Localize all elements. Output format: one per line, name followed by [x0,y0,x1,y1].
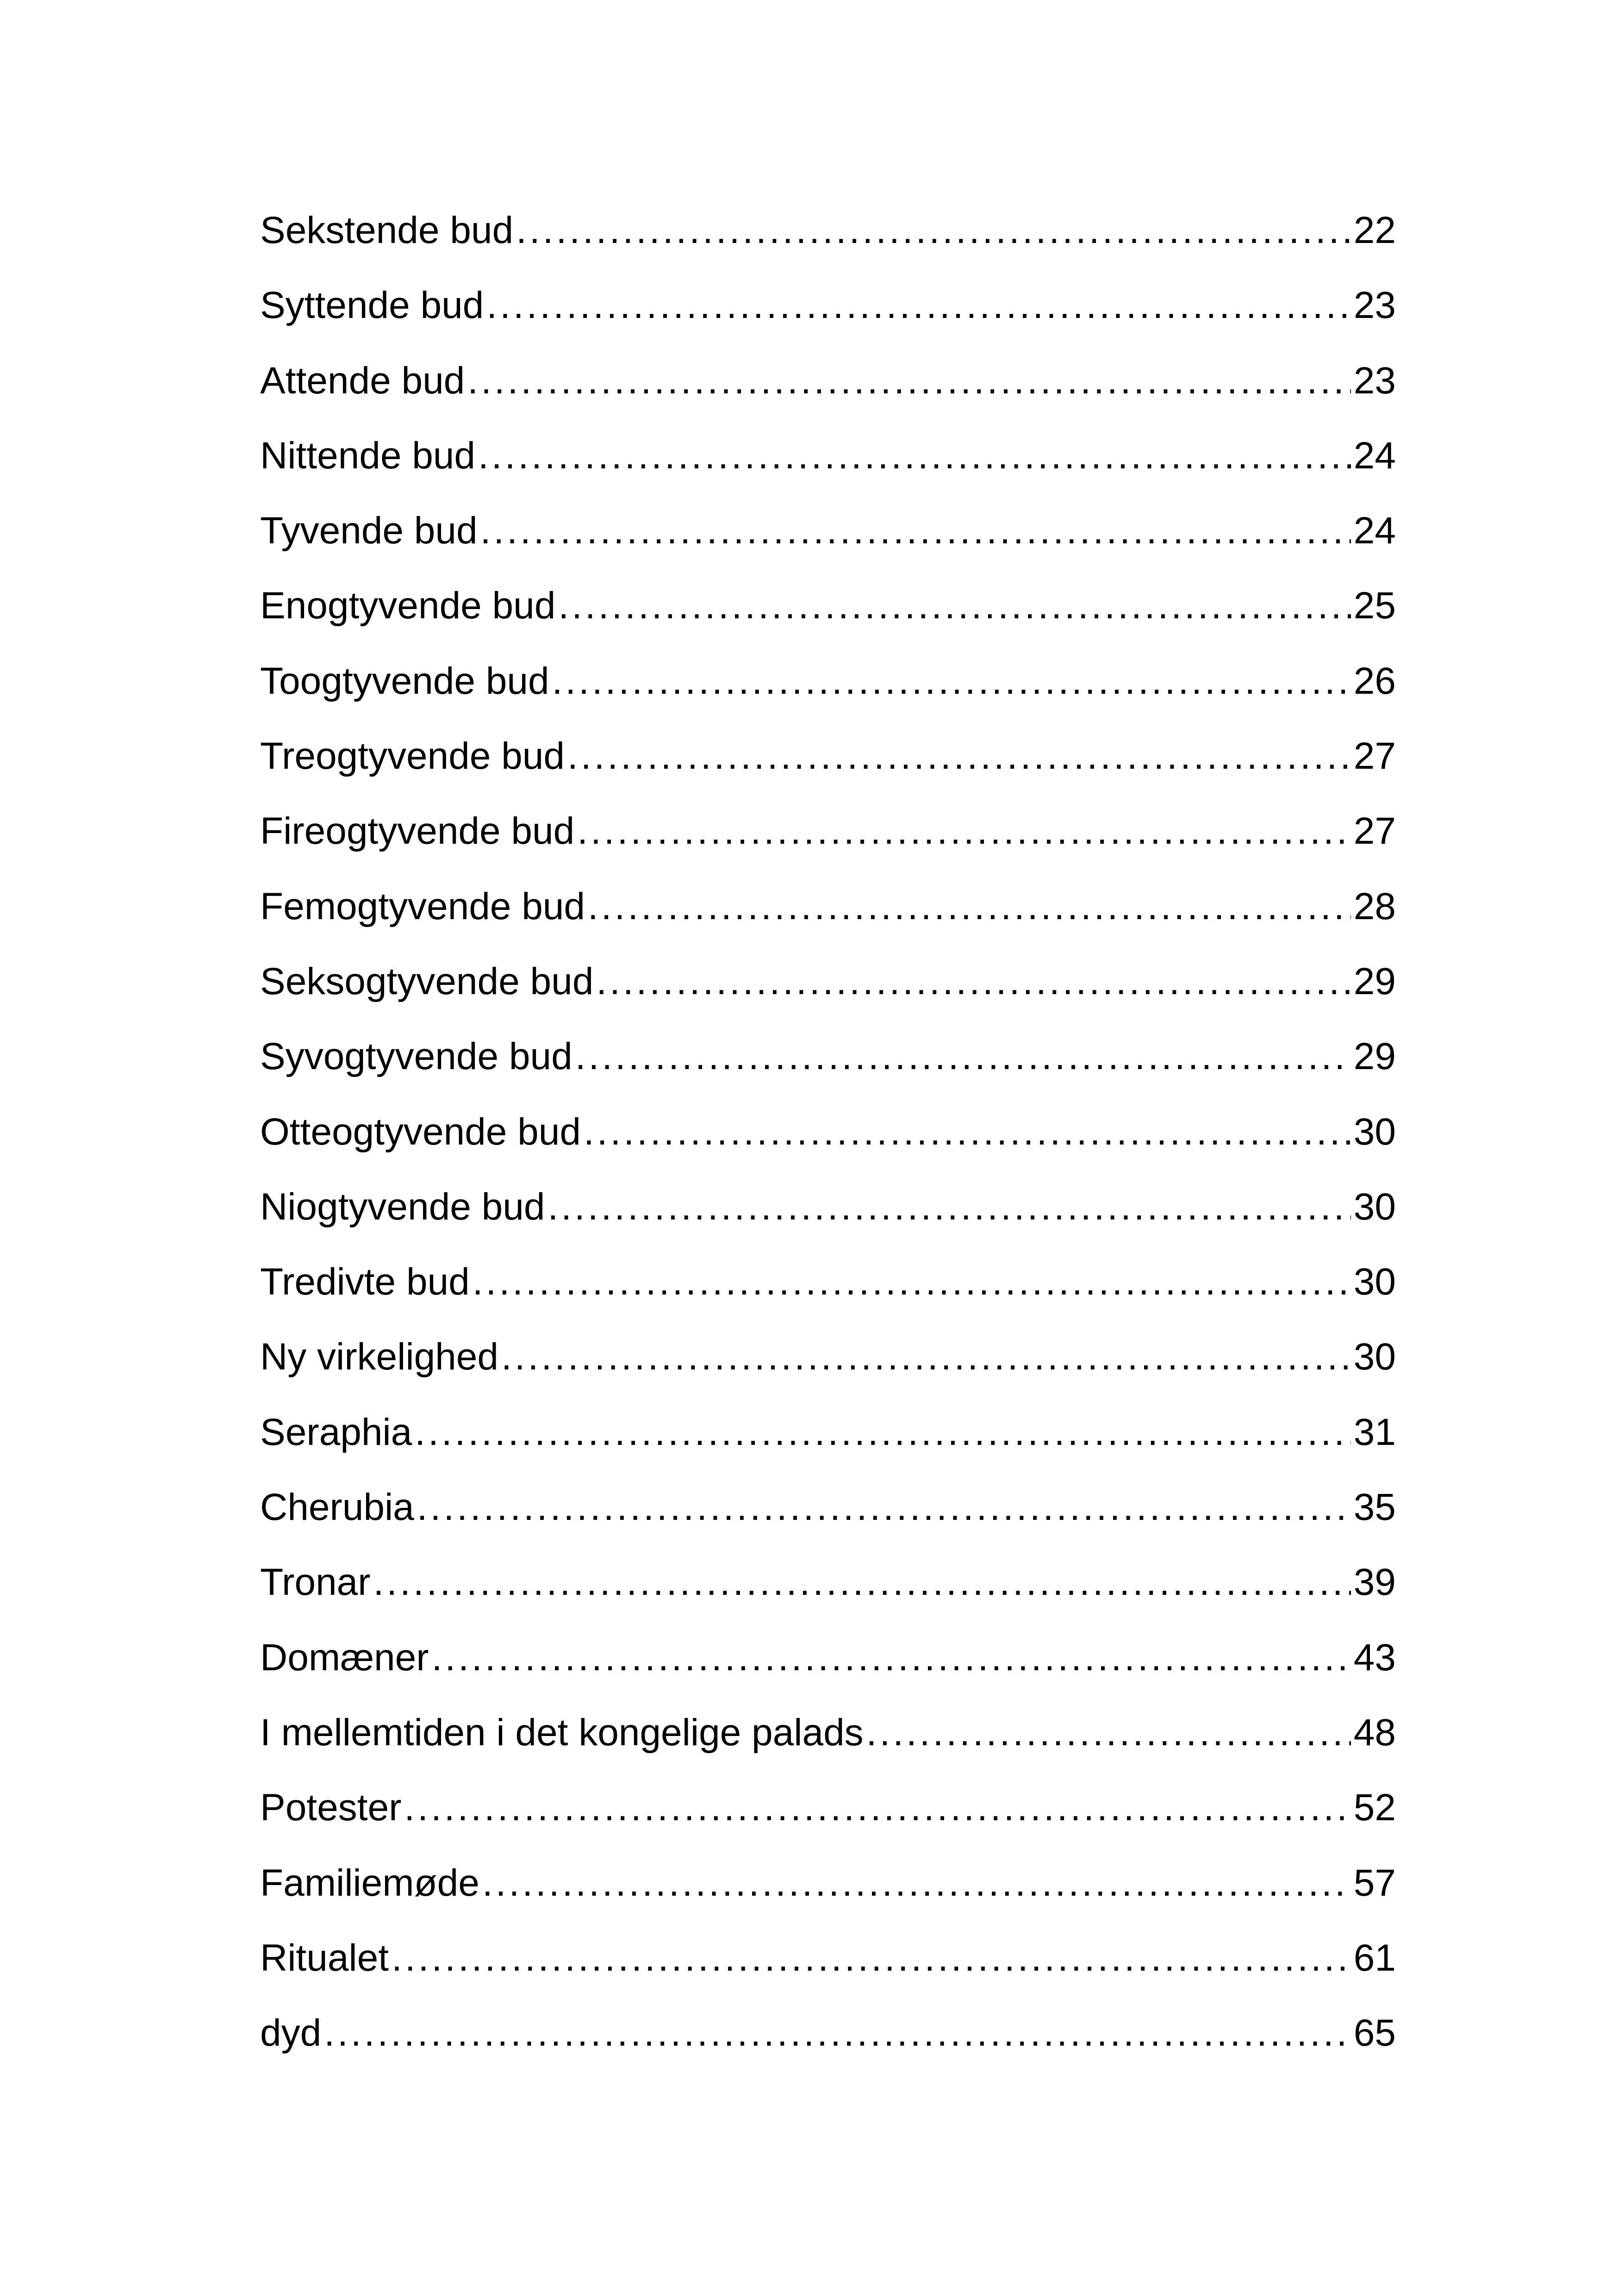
toc-dot-leader [373,1563,1350,1601]
toc-dot-leader [501,1338,1351,1376]
toc-entry[interactable] [260,286,1396,361]
toc-entry-title: dyd [260,2012,322,2054]
toc-entry-title: Attende bud [260,359,465,402]
toc-dot-leader [866,1714,1351,1752]
toc-entry-page-number: 30 [1353,1261,1396,1303]
toc-entry-title: Niogtyvende bud [260,1185,545,1228]
toc-entry-page-number: 27 [1353,810,1396,852]
toc-entry-page-number: 26 [1353,660,1396,702]
toc-entry-title: Syvogtyvende bud [260,1035,573,1078]
toc-dot-leader [552,662,1351,700]
toc-entry[interactable] [260,512,1396,587]
toc-dot-leader [567,737,1351,775]
toc-entry[interactable] [260,1711,1396,1789]
toc-entry-page-number: 30 [1353,1336,1396,1378]
toc-entry-page-number: 29 [1353,1035,1396,1078]
toc-dot-leader [558,587,1350,625]
toc-entry-title: Enogtyvende bud [260,585,556,627]
toc-entry-page-number: 24 [1353,510,1396,552]
toc-entry[interactable] [260,1035,1396,1113]
toc-entry-title: Potester [260,1786,402,1829]
toc-entry[interactable] [260,662,1396,737]
toc-entry-title: Syttende bud [260,284,484,327]
toc-entry-page-number: 25 [1353,585,1396,627]
toc-dot-leader [486,286,1351,324]
toc-entry[interactable] [260,1185,1396,1263]
toc-entry[interactable] [260,1936,1396,2014]
toc-entry-title: Ritualet [260,1936,389,1979]
toc-entry-page-number: 39 [1353,1561,1396,1604]
toc-dot-leader [575,1038,1351,1076]
toc-entry[interactable] [260,1110,1396,1188]
toc-entry[interactable] [260,1338,1396,1413]
toc-entry[interactable] [260,812,1396,887]
toc-entry-page-number: 23 [1353,284,1396,327]
toc-dot-leader [473,1263,1351,1301]
toc-dot-leader [480,512,1351,550]
toc-entry-title: Domæner [260,1636,429,1679]
toc-entry-page-number: 24 [1353,434,1396,477]
toc-entry-page-number: 29 [1353,960,1396,1002]
toc-entry[interactable] [260,1488,1396,1563]
toc-entry-page-number: 61 [1353,1936,1396,1979]
toc-entry-page-number: 43 [1353,1636,1396,1679]
toc-entry[interactable] [260,1861,1396,1939]
table-of-contents [260,209,1396,2089]
toc-entry[interactable] [260,960,1396,1038]
toc-entry-title: Tyvende bud [260,510,478,552]
toc-entry-title: Seraphia [260,1411,412,1453]
toc-entry-page-number: 52 [1353,1786,1396,1829]
toc-entry-page-number: 48 [1353,1711,1396,1754]
toc-dot-leader [404,1789,1350,1827]
toc-entry-title: Ny virkelighed [260,1336,498,1378]
toc-entry-page-number: 35 [1353,1486,1396,1529]
toc-entry[interactable] [260,2014,1396,2089]
toc-dot-leader [415,1413,1351,1451]
toc-entry[interactable] [260,359,1396,437]
toc-dot-leader [588,888,1351,926]
toc-dot-leader [596,963,1350,1001]
toc-entry[interactable] [260,434,1396,512]
toc-entry-title: Fireogtyvende bud [260,810,575,852]
toc-entry-title: Seksogtyvende bud [260,960,594,1002]
toc-dot-leader [417,1488,1351,1526]
toc-entry[interactable] [260,1263,1396,1338]
toc-entry[interactable] [260,737,1396,812]
toc-entry[interactable] [260,1786,1396,1864]
toc-entry-title: Tredivte bud [260,1261,470,1303]
toc-entry-title: Toogtyvende bud [260,660,549,702]
toc-entry-page-number: 23 [1353,359,1396,402]
toc-entry[interactable] [260,209,1396,286]
toc-dot-leader [482,1864,1351,1902]
toc-dot-leader [478,437,1351,475]
toc-entry-page-number: 22 [1353,209,1396,251]
toc-entry-title: Familiemøde [260,1861,479,1904]
toc-entry[interactable] [260,885,1396,963]
toc-entry-title: Treogtyvende bud [260,735,565,778]
toc-dot-leader [548,1188,1350,1226]
toc-entry-page-number: 57 [1353,1861,1396,1904]
toc-dot-leader [584,1113,1351,1151]
toc-entry-title: Nittende bud [260,434,476,477]
toc-entry-page-number: 30 [1353,1110,1396,1153]
toc-dot-leader [432,1639,1351,1677]
toc-entry[interactable] [260,1636,1396,1714]
toc-dot-leader [324,2014,1351,2052]
toc-entry[interactable] [260,1563,1396,1638]
toc-entry[interactable] [260,587,1396,662]
toc-entry-title: Otteogtyvende bud [260,1110,581,1153]
toc-entry-page-number: 30 [1353,1185,1396,1228]
toc-dot-leader [392,1939,1351,1977]
toc-entry-page-number: 27 [1353,735,1396,778]
toc-entry-title: I mellemtiden i det kongelige palads [260,1711,864,1754]
toc-entry-page-number: 31 [1353,1411,1396,1453]
toc-entry-title: Femogtyvende bud [260,885,585,927]
toc-dot-leader [577,812,1351,850]
toc-entry-title: Cherubia [260,1486,414,1529]
toc-entry-page-number: 28 [1353,885,1396,927]
toc-entry[interactable] [260,1413,1396,1488]
toc-entry-title: Sekstende bud [260,209,514,251]
toc-entry-page-number: 65 [1353,2012,1396,2054]
toc-dot-leader [467,362,1351,400]
toc-dot-leader [516,212,1351,249]
toc-entry-title: Tronar [260,1561,371,1604]
